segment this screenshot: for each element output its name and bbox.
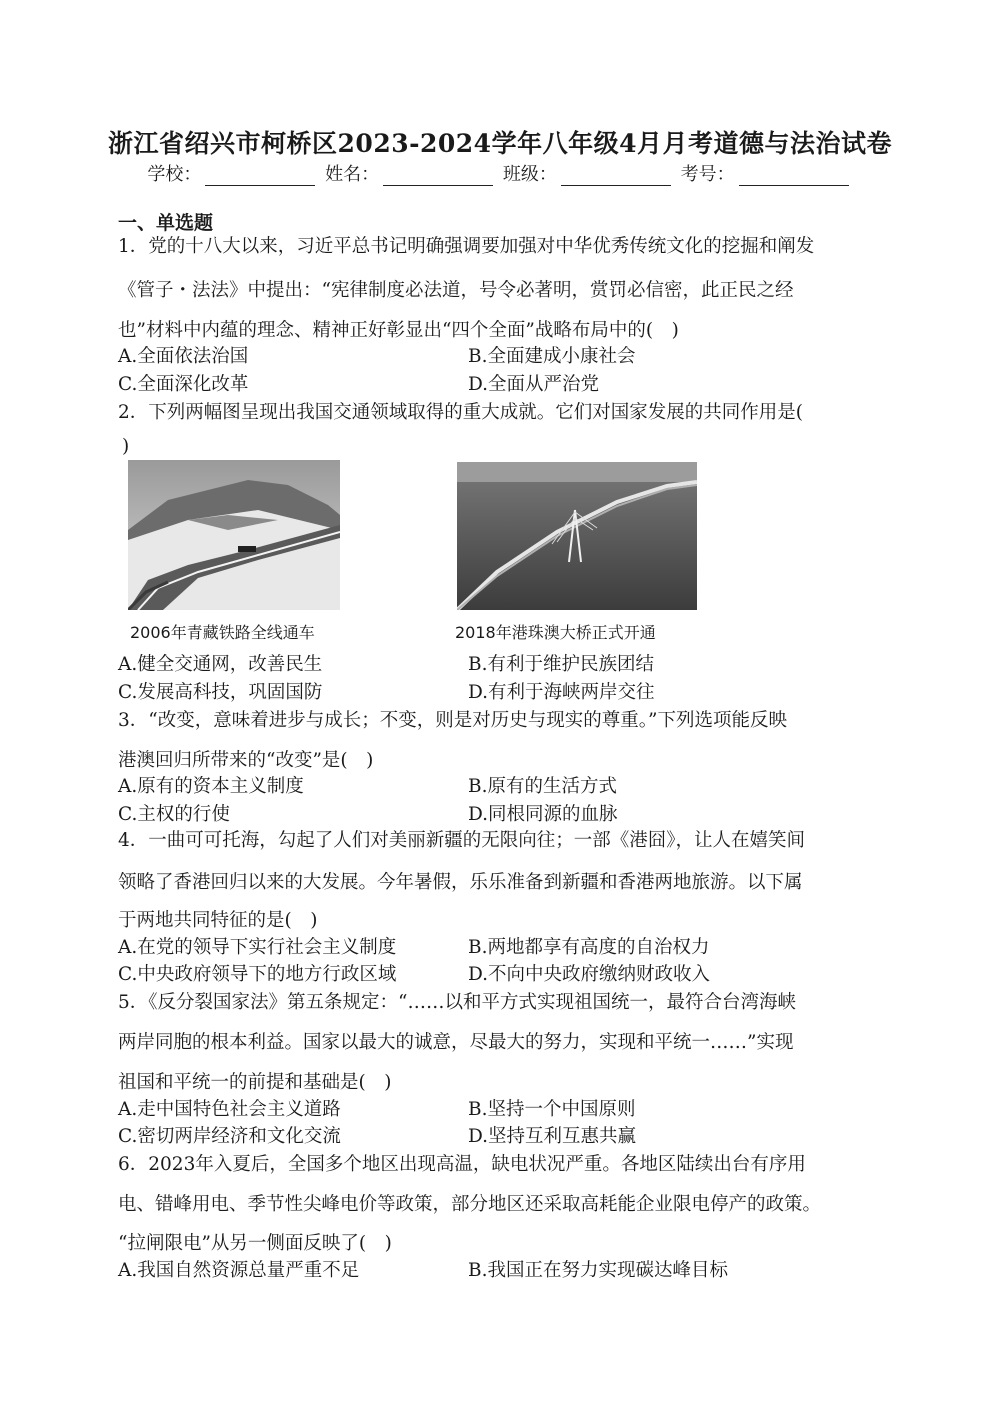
page-title: 浙江省绍兴市柯桥区2023-2024学年八年级4月月考道德与法治试卷 [108,129,892,158]
q4-line-3: 于两地共同特征的是( ) [118,910,318,931]
q3-option-d: D.同根同源的血脉 [468,804,618,825]
q3-option-a: A.原有的资本主义制度 [118,776,304,797]
q5-option-c: C.密切两岸经济和文化交流 [118,1126,341,1147]
q1-option-d: D.全面从严治党 [468,374,600,395]
q1-line-2: 《管子・法法》中提出：“宪律制度必法道，号令必著明，赏罚必信密，此正民之经 [118,280,794,301]
q3-option-b: B.原有的生活方式 [468,776,617,797]
q3-option-c: C.主权的行使 [118,804,230,825]
qinghai-tibet-railway-photo [128,460,340,610]
q6-option-a: A.我国自然资源总量严重不足 [118,1260,360,1281]
number-label: 考号： [680,164,735,185]
q4-option-d: D.不向中央政府缴纳财政收入 [468,964,711,985]
q5-line-2: 两岸同胞的根本利益。国家以最大的诚意，尽最大的努力，实现和平统一……”实现 [118,1032,794,1053]
railway-caption: 2006年青藏铁路全线通车 [130,623,315,642]
student-info-row [0,160,1000,186]
q5-option-b: B.坚持一个中国原则 [468,1099,636,1120]
q1-line-3: 也”材料中内蕴的理念、精神正好彰显出“四个全面”战略布局中的( ) [118,320,679,341]
q4-line-2: 领略了香港回归以来的大发展。今年暑假，乐乐准备到新疆和香港两地旅游。以下属 [118,872,803,893]
name-blank [383,167,493,186]
q6-line-2: 电、错峰用电、季节性尖峰电价等政策，部分地区还采取高耗能企业限电停产的政策。 [118,1194,822,1215]
q1-option-c: C.全面深化改革 [118,374,249,395]
q2-option-d: D.有利于海峡两岸交往 [468,682,655,703]
q5-option-d: D.坚持互利互惠共赢 [468,1126,637,1147]
q3-line-1: 3．“改变，意味着进步与成长；不变，则是对历史与现实的尊重。”下列选项能反映 [118,710,787,731]
q5-line-1: 5．《反分裂国家法》第五条规定：“……以和平方式实现祖国统一，最符合台湾海峡 [118,992,796,1013]
class-blank [561,167,671,186]
q4-option-b: B.两地都享有高度的自治权力 [468,937,710,958]
q2-option-b: B.有利于维护民族团结 [468,654,654,675]
q2-line-2: ) [122,436,130,457]
school-label: 学校： [147,164,202,185]
q5-line-3: 祖国和平统一的前提和基础是( ) [118,1072,392,1093]
q6-option-b: B.我国正在努力实现碳达峰目标 [468,1260,728,1281]
hong-kong-zhuhai-macao-bridge-photo [457,462,697,610]
number-blank [739,167,849,186]
q5-option-a: A.走中国特色社会主义道路 [118,1099,341,1120]
q6-line-3: “拉闸限电”从另一侧面反映了( ) [118,1233,392,1254]
bridge-caption: 2018年港珠澳大桥正式开通 [455,623,656,642]
q4-option-c: C.中央政府领导下的地方行政区域 [118,964,397,985]
school-blank [205,167,315,186]
class-label: 班级： [502,164,557,185]
q3-line-2: 港澳回归所带来的“改变”是( ) [118,750,374,771]
name-label: 姓名： [325,164,380,185]
q1-option-b: B.全面建成小康社会 [468,346,636,367]
section-heading: 一、单选题 [118,212,214,234]
q1-option-a: A.全面依法治国 [118,346,249,367]
q2-option-a: A.健全交通网，改善民生 [118,654,323,675]
q2-line-1: 2．下列两幅图呈现出我国交通领域取得的重大成就。它们对国家发展的共同作用是( [118,402,803,423]
q4-option-a: A.在党的领导下实行社会主义制度 [118,937,397,958]
q6-line-1: 6．2023年入夏后，全国多个地区出现高温，缺电状况严重。各地区陆续出台有序用 [118,1154,806,1175]
q4-line-1: 4．一曲可可托海，勾起了人们对美丽新疆的无限向往；一部《港囧》，让人在嬉笑间 [118,830,806,851]
q1-line-1: 1．党的十八大以来，习近平总书记明确强调要加强对中华优秀传统文化的挖掘和阐发 [118,236,815,257]
q2-option-c: C.发展高科技，巩固国防 [118,682,323,703]
